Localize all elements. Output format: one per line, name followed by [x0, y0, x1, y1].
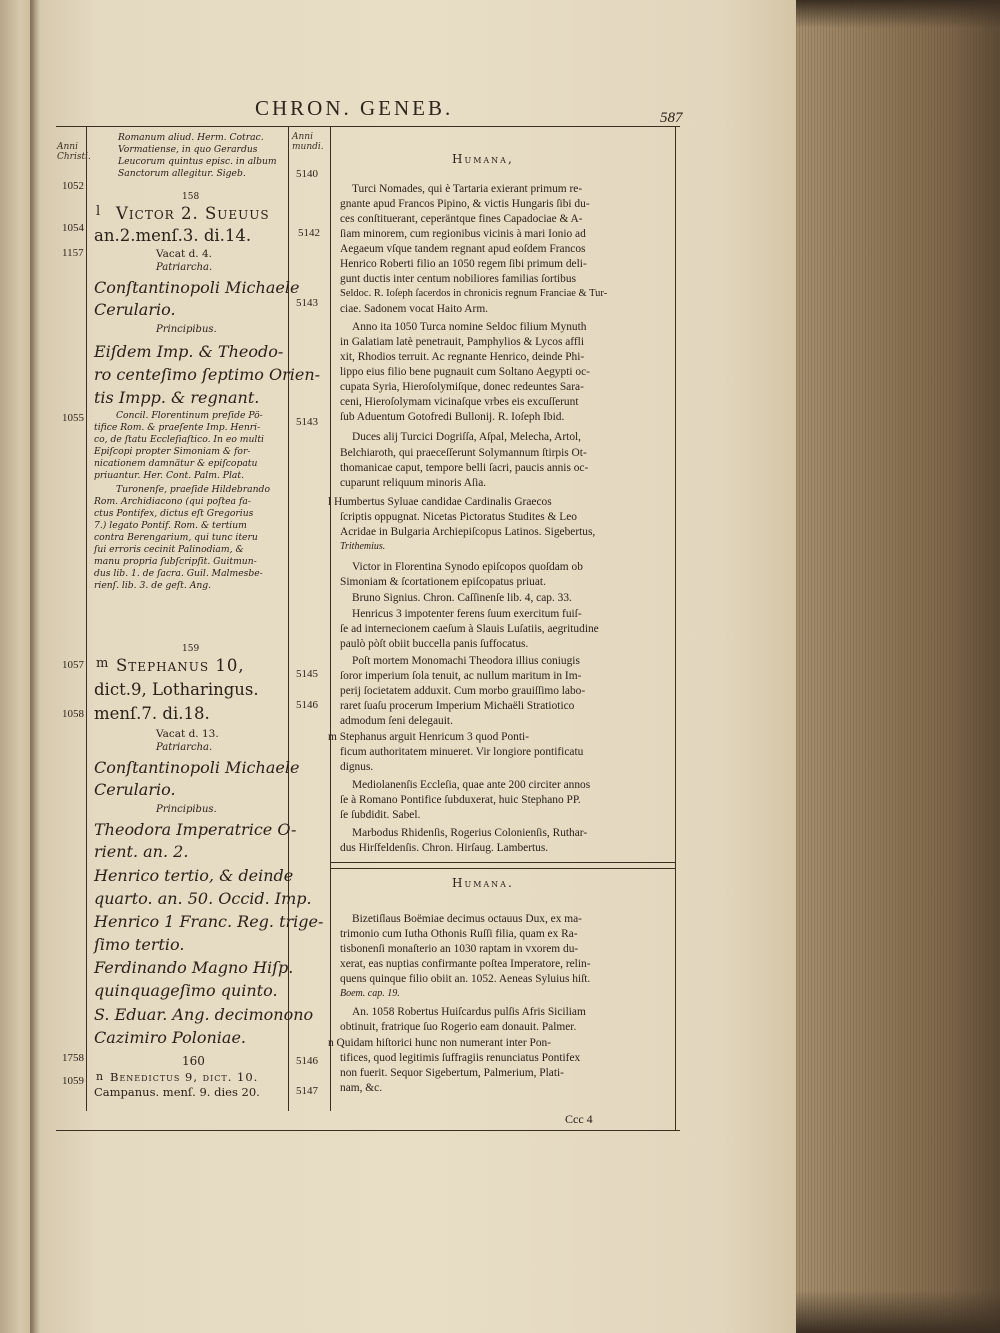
humana-line: tifices, quod legitimis ſuffragiis renunciatus Pontifex	[340, 1052, 581, 1064]
humana-line: Aegaeum vſque tandem regnant apud eoſdem Francos	[340, 243, 586, 255]
princeps-line: Cazimiro Poloniae.	[94, 1028, 246, 1047]
humana-line: n Quidam hiſtorici hunc non numerant inter Pon-	[328, 1037, 552, 1049]
principibus-label: Principibus.	[156, 324, 217, 335]
pope-victor-reign: an.2.menſ.3. di.14.	[94, 226, 252, 245]
humana-line: Victor in Florentina Synodo epiſcopos quoſdam ob	[352, 561, 583, 573]
vacat-note: Vacat d. 4.	[156, 248, 212, 260]
humana-line: cupata Syria, Hieroſolymiſque, donec redeuntes Sara-	[340, 381, 584, 393]
humana-line: ſe ad internecionem caeſum à Slauis Luſatiis, aegritudine	[340, 623, 599, 635]
humana-line: ciae. Sadonem vocat Haito Arm.	[340, 303, 489, 315]
signature-mark: Ccc 4	[565, 1112, 593, 1126]
humana-line: An. 1058 Robertus Huiſcardus pulſis Afris Siciliam	[352, 1006, 586, 1018]
book-fore-edge	[796, 0, 1000, 1333]
top-rule	[56, 126, 680, 127]
year-mundi: 5146	[296, 699, 318, 711]
humana-line: Belchiaroth, qui praeceſſerunt Solymannum ſtirpis Ot-	[340, 447, 587, 459]
pope-benedictus-reign: Campanus. menſ. 9. dies 20.	[94, 1085, 260, 1099]
humana-line: dignus.	[340, 761, 374, 773]
patriarcha-label: Patriarcha.	[156, 262, 213, 273]
section-separator	[330, 862, 675, 863]
humana-line: ſcriptis oppugnat. Nicetas Pictoratus Studites & Leo	[340, 511, 577, 523]
humana-line: Turci Nomades, qui è Tartaria exierant primum re-	[352, 183, 583, 195]
humana-line: quens quinque filio obiit an. 1052. Aeneas Syluius hiſt.	[340, 973, 591, 985]
year-mundi: 5143	[296, 416, 318, 428]
council-note-line: Epiſcopi propter Simoniam & for-	[94, 446, 251, 457]
humana-line: Boem. cap. 19.	[340, 988, 400, 999]
humana-line: Henricus 3 impotenter ferens ſuum exercitum fuiſ-	[352, 608, 582, 620]
anni-christi-header: Anni Christi.	[57, 142, 91, 162]
council-note-line: Turonenſe, praeſide Hildebrando	[116, 484, 270, 495]
section-separator-double	[330, 868, 675, 869]
year-left: 1058	[62, 708, 84, 720]
humana-line: gnante apud Francos Pipino, & victis Hungaris ſibi du-	[340, 198, 590, 210]
year-mundi: 5142	[298, 227, 320, 239]
council-note-line: nicationem damnätur & epiſcopatu	[94, 458, 258, 469]
humana-line: xerat, eas nuptias confirmante poſtea Imperatore, relin-	[340, 958, 591, 970]
humana-line: ſiam minorem, cum regionibus vicinis à mari Ionio ad	[340, 228, 586, 240]
book-edge-shadow-top	[796, 0, 1000, 28]
humana-line: non fuerit. Sequor Sigebertum, Palmerium, Plati-	[340, 1067, 564, 1079]
patriarch-line: Conſtantinopoli Michaele	[94, 278, 300, 297]
column-rule-1	[86, 126, 87, 1111]
princeps-line: Theodora Imperatrice O-	[94, 820, 297, 839]
humana-line: Henrico Roberti filio an 1050 regem ſibi primum deli-	[340, 258, 587, 270]
council-note-line: contra Berengarium, qui tunc iteru	[94, 532, 258, 543]
humana-line: Bizetiſlaus Boëmiae decimus octauus Dux, ex ma-	[352, 913, 582, 925]
humana-line: thomanicae caput, tempore belli ſacri, paucis annis oc-	[340, 462, 589, 474]
year-mundi: 5147	[296, 1085, 318, 1097]
humana-heading: Humana,	[452, 152, 514, 166]
council-note-line: 7.) legato Pontif. Rom. & tertium	[94, 520, 247, 531]
humana-line: perij ſocietatem adduxit. Cum morbo grauiſſimo labo-	[340, 685, 586, 697]
council-note-line: ctus Pontifex, dictus eſt Gregorius	[94, 508, 254, 519]
vacat-note: Vacat d. 13.	[156, 728, 219, 740]
council-note-line: Rom. Archidiacono (qui poſtea fa-	[94, 496, 251, 507]
humana-line: l Humbertus Syluae candidae Cardinalis Graecos	[328, 496, 552, 508]
entry-number: 158	[182, 192, 200, 202]
footnote-marker-n: n	[96, 1070, 104, 1083]
humana-line: Bruno Signius. Chron. Caſſinenſe lib. 4, cap. 33.	[352, 592, 572, 604]
humana-line: cuparunt reliquum minoris Aſia.	[340, 477, 487, 489]
left-page-edge	[0, 0, 34, 1333]
humana-line: ſe ſubdidit. Sabel.	[340, 809, 421, 821]
column-rule-4	[675, 126, 676, 1130]
year-mundi: 5146	[296, 1055, 318, 1067]
council-note-line: dus lib. 1. de ſacra. Guil. Malmesbe-	[94, 568, 263, 579]
humana-line: ces conſtituerant, ceperäntque fines Capadociae & A-	[340, 213, 583, 225]
year-mundi: 5140	[296, 168, 318, 180]
humana-heading: Humana.	[452, 876, 514, 890]
running-head: CHRON. GENEB.	[255, 96, 454, 120]
humana-line: paulò pòſt obiit buccella panis ſuffocatus.	[340, 638, 529, 650]
entry-number: 160	[182, 1054, 205, 1068]
anni-mundi-header: Anni mundi.	[292, 132, 324, 152]
year-left: 1052	[62, 180, 84, 192]
book-edge-shadow-bottom	[796, 1290, 1000, 1333]
council-note-line: Sanctorum allegitur. Sigeb.	[118, 168, 246, 179]
patriarcha-label: Patriarcha.	[156, 742, 213, 753]
princeps-line: S. Eduar. Ang. decimonono	[94, 1005, 314, 1024]
council-note-line: rienſ. lib. 3. de geſt. Ang.	[94, 580, 212, 591]
princeps-line: Henrico tertio, & deinde	[94, 866, 294, 885]
humana-line: lippo eius filio bene pugnauit cum Soltano Aegypti oc-	[340, 366, 590, 378]
princeps-line: ſimo tertio.	[94, 935, 185, 954]
gutter-shadow	[30, 0, 40, 1333]
council-note-line: manu propria ſubſcripſit. Guitmun-	[94, 556, 257, 567]
council-note-line: Romanum aliud. Herm. Cotrac.	[118, 132, 264, 143]
humana-line: Seldoc. R. Ioſeph ſacerdos in chronicis regnum Franciae & Tur-	[340, 288, 608, 299]
humana-line: Poſt mortem Monomachi Theodora illius coniugis	[352, 655, 580, 667]
humana-line: admodum ſeni delegauit.	[340, 715, 453, 727]
humana-line: Trithemius.	[340, 541, 386, 552]
humana-line: raret ſuaſu procerum Imperium Michaëli Stratiotico	[340, 700, 575, 712]
humana-line: Marbodus Rhidenſis, Rogerius Colonienſis, Ruthar-	[352, 827, 588, 839]
humana-line: ſe à Romano Pontifice ſubduxerat, huic Stephano PP.	[340, 794, 581, 806]
page-number: 587	[660, 110, 683, 126]
patriarch-line: Cerulario.	[94, 780, 176, 799]
year-left: 1057	[62, 659, 84, 671]
council-note-line: Concil. Florentinum preſide Pö-	[116, 410, 263, 421]
year-left: 1055	[62, 412, 84, 424]
humana-line: gunt ductis inter centum nobiliores familias ſortibus	[340, 273, 576, 285]
princeps-line: Henrico 1 Franc. Reg. trige-	[94, 912, 324, 931]
humana-line: Duces alij Turcici Dogriſſa, Aſpal, Melecha, Artol,	[352, 431, 582, 443]
humana-line: obtinuit, fratrique ſuo Rogerio eam donauit. Palmer.	[340, 1021, 577, 1033]
pope-stephanus-reign: menſ.7. di.18.	[94, 704, 210, 723]
humana-line: tisbonenſi monaſterio an 1030 raptam in vxorem du-	[340, 943, 579, 955]
humana-line: Anno ita 1050 Turca nomine Seldoc filium Mynuth	[352, 321, 587, 333]
principibus-label: Principibus.	[156, 804, 217, 815]
princeps-line: quarto. an. 50. Occid. Imp.	[94, 889, 312, 908]
humana-line: trimonio cum Iutha Othonis Ruſſi filia, quam ex Ra-	[340, 928, 578, 940]
year-left: 1059	[62, 1075, 84, 1087]
pope-victor-title: Victor 2. Sueuus	[116, 204, 270, 223]
humana-line: ceni, Hieroſolymam vicinaſque vrbes eis excuſſerunt	[340, 396, 579, 408]
humana-line: m Stephanus arguit Henricum 3 quod Ponti-	[328, 731, 530, 743]
council-note-line: co, de ſtatu Eccleſiaſtico. In eo multi	[94, 434, 264, 445]
year-left: 1157	[62, 247, 84, 259]
council-note-line: Leucorum quintus episc. in album	[118, 156, 277, 167]
humana-line: ſoror imperium ſola tenuit, ac nullum maritum in Im-	[340, 670, 582, 682]
humana-line: ſub Aduentum Gotofredi Bullonij. R. Ioſeph Ibid.	[340, 411, 565, 423]
humana-line: Mediolanenſis Eccleſia, quae ante 200 circiter annos	[352, 779, 591, 791]
humana-line: Acridae in Bulgaria Archiepiſcopus Latinos. Sigebertus,	[340, 526, 596, 538]
princeps-line: tis Impp. & regnant.	[94, 388, 260, 407]
humana-line: xit, Rhodios terruit. Ac regnante Henrico, deinde Phi-	[340, 351, 585, 363]
pope-stephanus-title: Stephanus 10,	[116, 656, 245, 675]
footnote-marker-m: m	[96, 656, 109, 671]
pope-stephanus-dict: dict.9, Lotharingus.	[94, 680, 259, 699]
patriarch-line: Conſtantinopoli Michaele	[94, 758, 300, 777]
bottom-rule	[56, 1130, 680, 1131]
pope-benedictus-title: Benedictus 9, dict. 10.	[110, 1070, 259, 1084]
humana-line: nam, &c.	[340, 1082, 383, 1094]
patriarch-line: Cerulario.	[94, 300, 176, 319]
princeps-line: Eiſdem Imp. & Theodo-	[94, 342, 284, 361]
princeps-line: quinquageſimo quinto.	[94, 981, 278, 1000]
princeps-line: rient. an. 2.	[94, 842, 189, 861]
council-note-line: ſui erroris cecinit Palinodiam, &	[94, 544, 244, 555]
humana-line: Simoniam & ſcortationem epiſcopatus priuat.	[340, 576, 546, 588]
princeps-line: Ferdinando Magno Hiſp.	[94, 958, 294, 977]
year-left: 1054	[62, 222, 84, 234]
entry-number: 159	[182, 644, 200, 654]
council-note-line: priuantur. Her. Cont. Palm. Plat.	[94, 470, 244, 481]
year-mundi: 5145	[296, 668, 318, 680]
princeps-line: ro centeſimo ſeptimo Orien-	[94, 365, 321, 384]
humana-line: ficum authoritatem minueret. Vir longiore pontificatu	[340, 746, 584, 758]
year-mundi: 5143	[296, 297, 318, 309]
humana-line: in Galatiam latè penetrauit, Pamphylios & Lycos affli	[340, 336, 584, 348]
humana-line: dus Hirſfeldenſis. Chron. Hirſaug. Lambertus.	[340, 842, 549, 854]
footnote-marker-l: l	[96, 204, 101, 219]
council-note-line: Vormatiense, in quo Gerardus	[118, 144, 258, 155]
council-note-line: tifice Rom. & praeſente Imp. Henri-	[94, 422, 261, 433]
year-left: 1758	[62, 1052, 84, 1064]
column-rule-3	[330, 126, 331, 1111]
